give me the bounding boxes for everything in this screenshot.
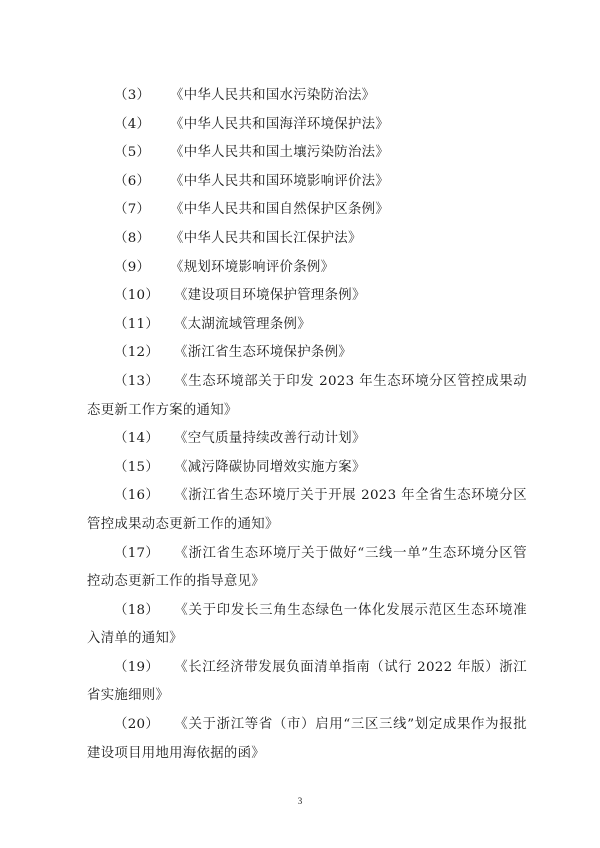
page-number: 3 (297, 796, 303, 806)
list-item (87, 597, 527, 654)
list-item (87, 540, 527, 597)
list-item (87, 454, 527, 483)
item-number: （19） (114, 659, 160, 675)
item-title: 《太湖流域管理条例》 (174, 316, 311, 332)
item-title: 《浙江省生态环境保护条例》 (174, 345, 352, 361)
item-number: （15） (114, 459, 160, 475)
list-item (87, 82, 527, 111)
list-item (87, 339, 527, 368)
item-title: 《关于印发长三角生态绿色一体化发展示范区生态环境准入清单的通知》 (87, 602, 527, 647)
item-number: （3） (114, 88, 151, 103)
item-number: （8） (114, 230, 151, 246)
item-number: （11） (114, 316, 160, 332)
item-number: （14） (114, 431, 160, 447)
list-item (87, 168, 527, 197)
item-title: 《关于浙江等省（市）启用“三区三线”划定成果作为报批建设项目用地用海依据的函》 (87, 717, 527, 761)
item-title: 《中华人民共和国自然保护区条例》 (170, 202, 390, 218)
item-number: （4） (114, 116, 151, 132)
list-item (87, 425, 527, 454)
item-number: （13） (114, 373, 160, 389)
item-number: （18） (114, 602, 160, 618)
regulation-list (87, 82, 527, 768)
item-title: 《建设项目环境保护管理条例》 (174, 288, 366, 304)
item-number: （17） (114, 545, 160, 561)
list-item (87, 225, 527, 254)
item-number: （9） (114, 259, 151, 275)
item-title: 《中华人民共和国水污染防治法》 (170, 88, 376, 103)
list-item (87, 282, 527, 311)
item-title: 《空气质量持续改善行动计划》 (174, 431, 366, 447)
list-item (87, 311, 527, 340)
item-number: （5） (114, 145, 151, 161)
item-title: 《中华人民共和国长江保护法》 (170, 230, 362, 246)
item-title: 《中华人民共和国土壤污染防治法》 (170, 145, 390, 161)
list-item (87, 139, 527, 168)
item-title: 《长江经济带发展负面清单指南（试行 2022 年版）浙江省实施细则》 (87, 659, 527, 704)
item-number: （12） (114, 345, 160, 361)
list-item (87, 368, 527, 425)
list-item (87, 196, 527, 225)
item-title: 《减污降碳协同增效实施方案》 (174, 459, 366, 475)
list-item (87, 254, 527, 283)
item-number: （10） (114, 288, 160, 304)
list-item (87, 111, 527, 140)
item-number: （7） (114, 202, 151, 218)
item-number: （20） (114, 717, 160, 733)
item-number: （6） (114, 173, 151, 189)
item-title: 《浙江省生态环境厅关于做好“三线一单”生态环境分区管控动态更新工作的指导意见》 (87, 545, 527, 590)
item-title: 《浙江省生态环境厅关于开展 2023 年全省生态环境分区管控成果动态更新工作的通知》 (87, 488, 527, 532)
item-title: 《生态环境部关于印发 2023 年生态环境分区管控成果动态更新工作方案的通知》 (87, 373, 527, 418)
item-title: 《中华人民共和国环境影响评价法》 (170, 173, 390, 189)
list-item (87, 654, 527, 711)
item-title: 《中华人民共和国海洋环境保护法》 (170, 116, 390, 132)
item-number: （16） (114, 488, 160, 504)
item-title: 《规划环境影响评价条例》 (170, 259, 335, 275)
list-item (87, 482, 527, 539)
list-item (87, 711, 527, 768)
